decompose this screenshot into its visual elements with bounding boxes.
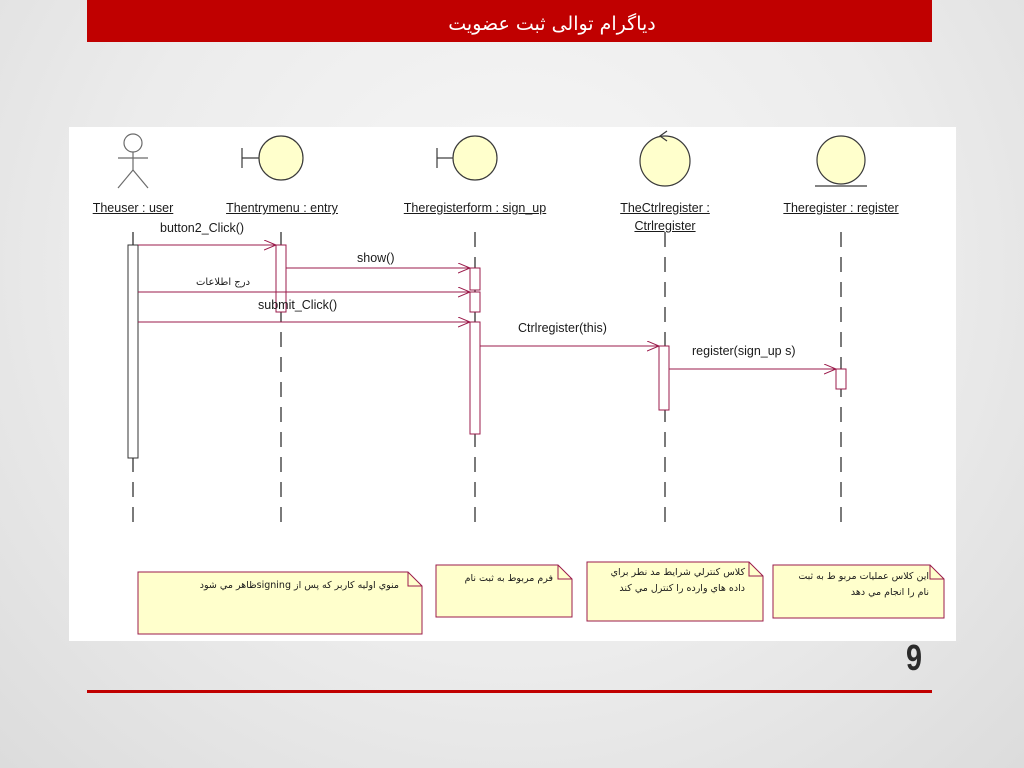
lifeline-label-register: Theregister : register xyxy=(783,201,899,215)
actor-icon xyxy=(118,134,148,188)
note-text-line: فرم مربوط به ثبت نام xyxy=(464,573,553,584)
note-text xyxy=(145,578,399,594)
activation-bar xyxy=(659,346,669,410)
sequence-diagram xyxy=(69,127,956,641)
activation-bar xyxy=(470,322,480,434)
note-text-line: كلاس كنترلي شرايط مد نطر براي xyxy=(610,567,745,578)
activation-bar xyxy=(836,369,846,389)
note-text xyxy=(440,571,553,587)
title-band xyxy=(87,0,932,42)
message-label: register(sign_up s) xyxy=(692,344,796,358)
activation-bar xyxy=(128,245,138,458)
control-icon xyxy=(640,131,690,186)
note-text xyxy=(591,565,745,597)
note-text-line: نام را انجام مي دهد xyxy=(850,587,929,598)
boundary-icon xyxy=(242,136,303,180)
note-text-line: منوي اوليه كاربر كه پس از signingظاهر مي شود xyxy=(199,580,399,591)
message-label: show() xyxy=(357,251,395,265)
lifeline-label-user: Theuser : user xyxy=(92,201,174,215)
note-text-line: اين كلاس عمليات مربو ط به ثبت xyxy=(798,571,929,582)
entity-icon xyxy=(815,136,867,186)
lifeline-label-ctrlregister-line1: TheCtrlregister : xyxy=(620,201,710,215)
lifeline-label-ctrlregister-line2: Ctrlregister xyxy=(634,219,696,233)
activation-bar xyxy=(470,292,480,312)
note-text-line: داده هاي وارده را كنترل مي كند xyxy=(619,583,745,594)
message-label: درج اطلاعات xyxy=(196,277,251,288)
boundary-icon xyxy=(437,136,497,180)
activation-bar xyxy=(470,268,480,290)
page-number: 9 xyxy=(906,637,923,678)
message-label: submit_Click() xyxy=(258,298,338,312)
footer-line xyxy=(87,690,932,693)
lifeline-label-sign-up: Theregisterform : sign_up xyxy=(403,201,547,215)
lifeline-label-entry: Thentrymenu : entry xyxy=(226,201,338,215)
message-label: button2_Click() xyxy=(160,221,245,235)
message-label: Ctrlregister(this) xyxy=(518,321,607,335)
note-text xyxy=(777,569,929,601)
slide-title: دیاگرام توالی ثبت عضویت xyxy=(448,13,656,35)
